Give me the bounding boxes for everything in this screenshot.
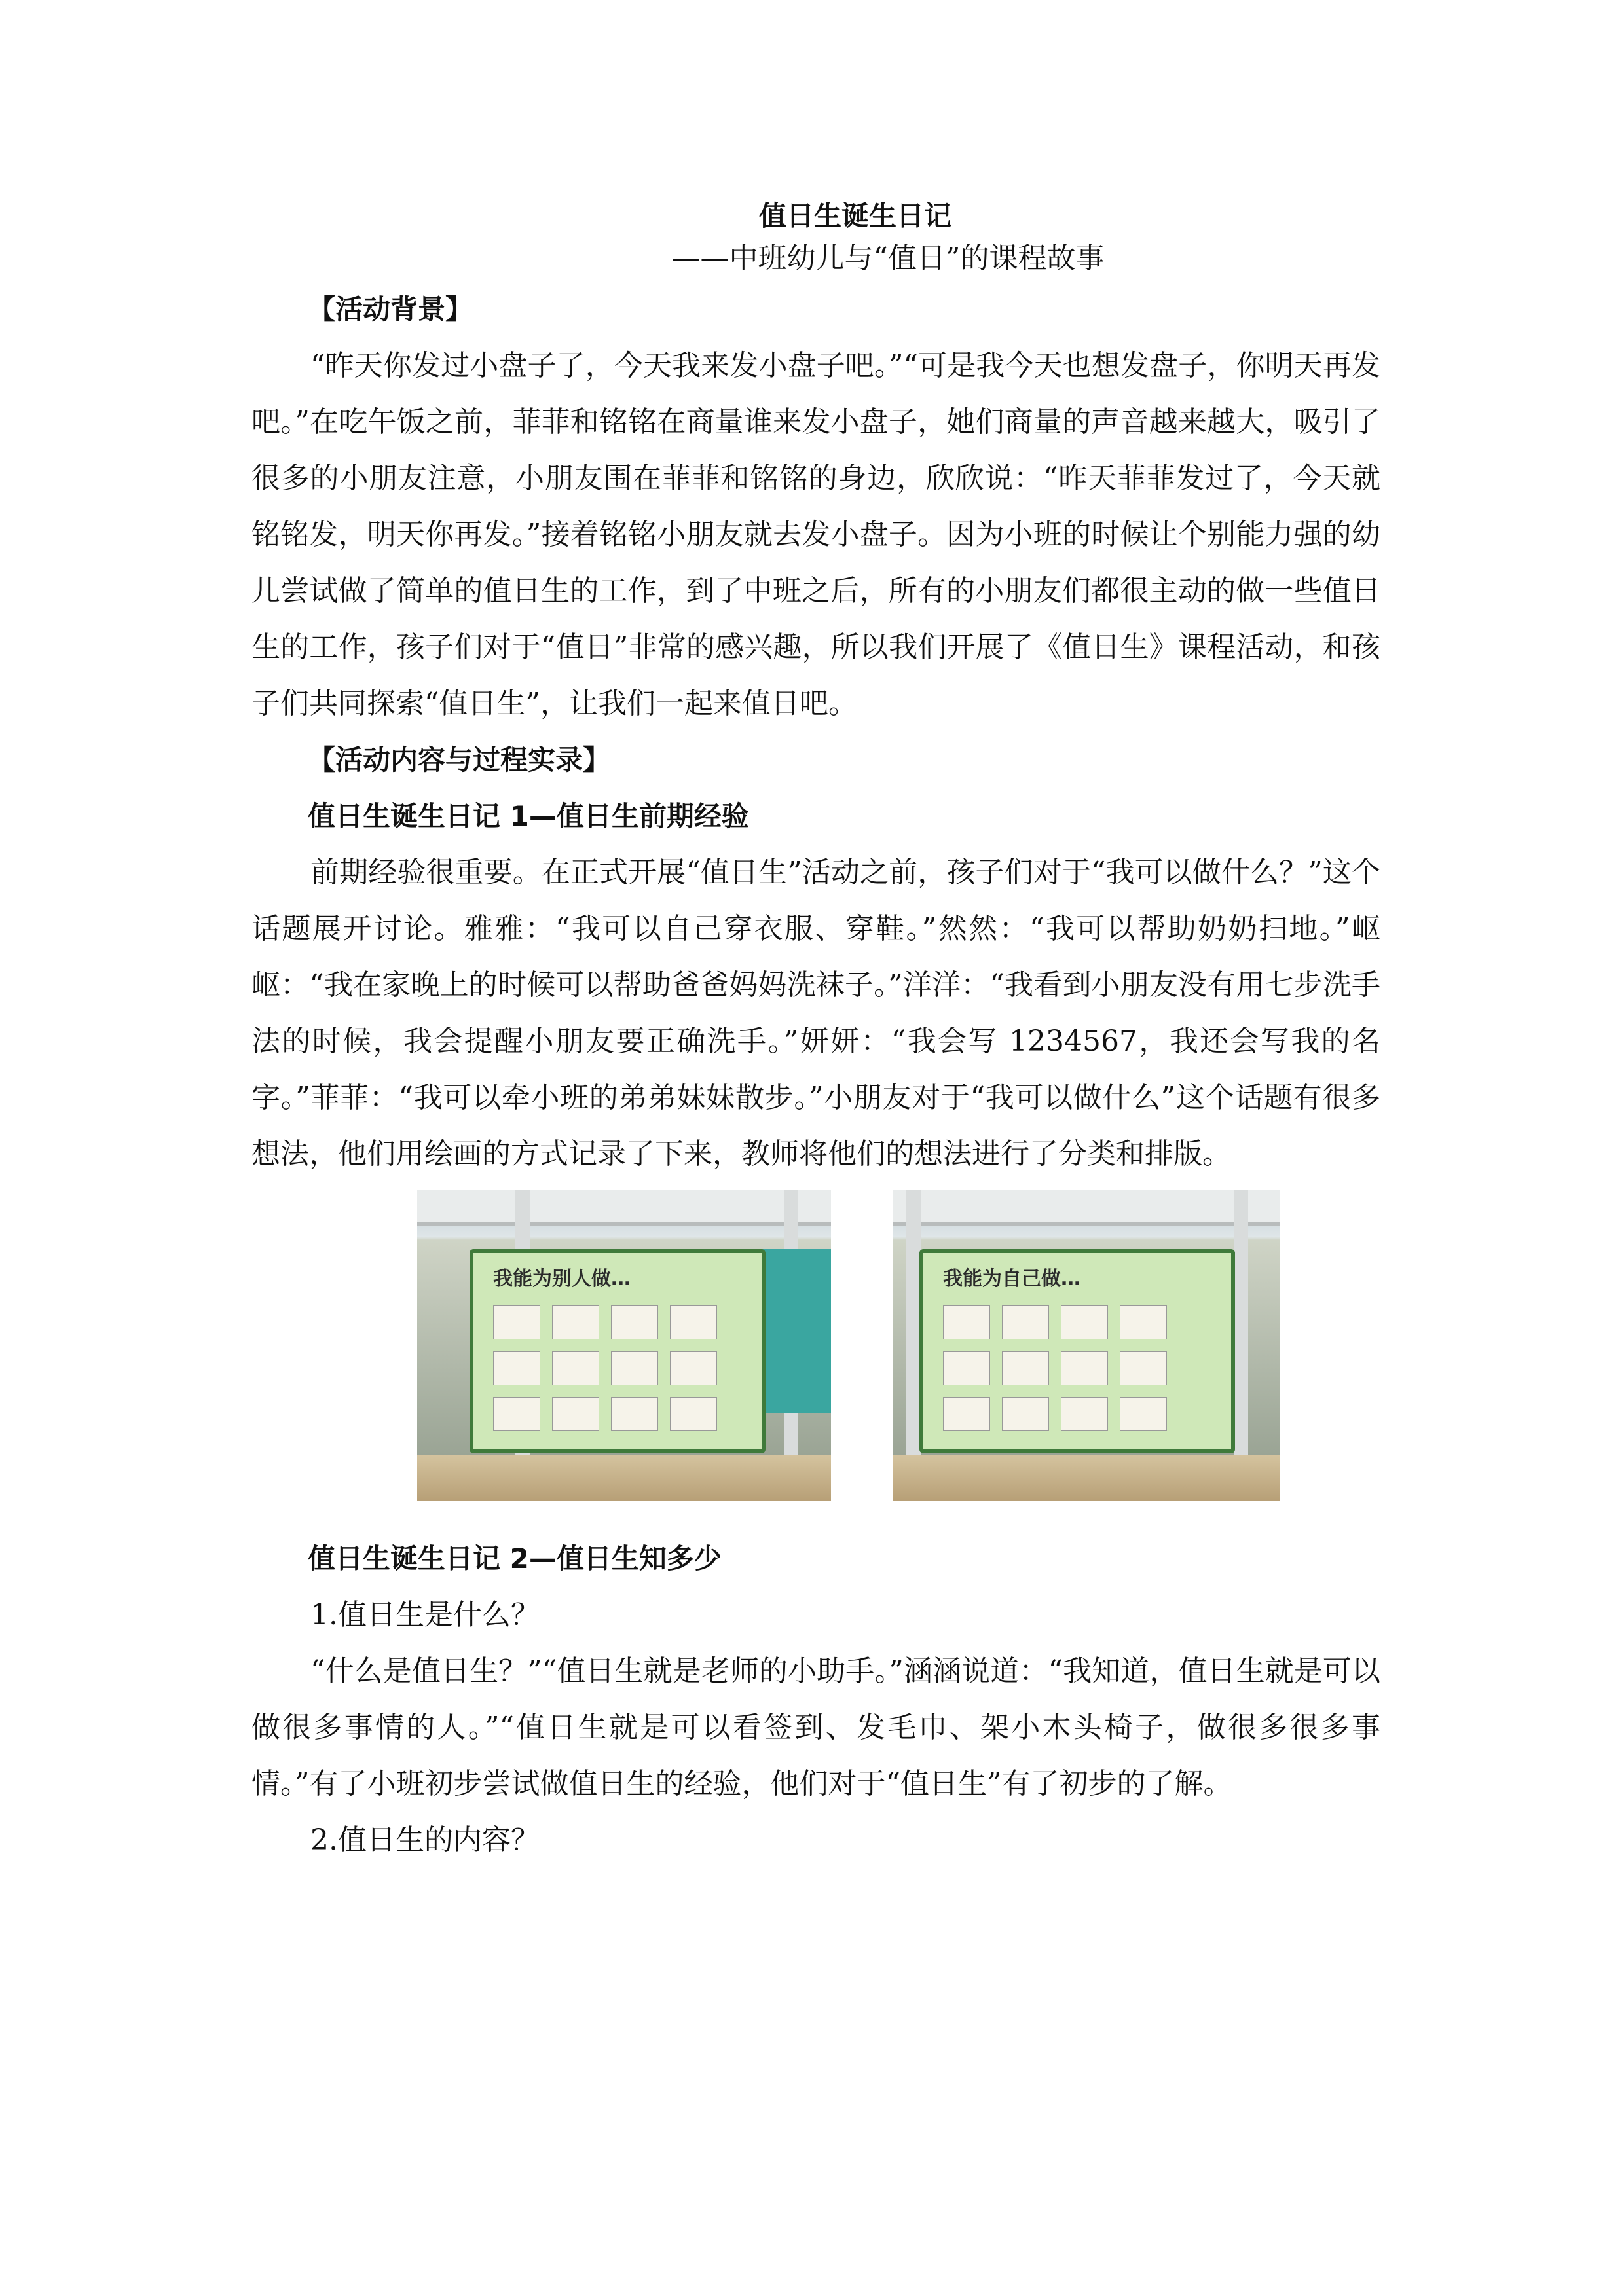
child-drawing	[552, 1351, 599, 1385]
child-drawing	[1002, 1397, 1049, 1431]
child-drawing	[1061, 1305, 1108, 1339]
diary2-question-1: 1.值日生是什么？	[310, 1598, 540, 1631]
child-drawing	[670, 1351, 717, 1385]
child-drawing	[1120, 1351, 1167, 1385]
document-subtitle: ——中班幼儿与“值日”的课程故事	[671, 242, 1105, 275]
child-drawing	[1120, 1397, 1167, 1431]
child-drawing	[1061, 1351, 1108, 1385]
poster-title: 我能为自己做…	[943, 1267, 1080, 1290]
diary1-paragraph: 前期经验很重要。在正式开展“值日生”活动之前，孩子们对于“我可以做什么？”这个话题展开讨论。雅雅：“我可以自己穿衣服、穿鞋。”然然：“我可以帮助奶奶扫地。”岖岖：“我在家晚上的时候可以帮助爸爸妈妈洗袜子。”洋洋：“我看到小朋友没有用七步洗手法的时候，我会提醒小朋友要正确洗手。”妍妍：“我会写 1234567，我还会写我的名字。”菲菲：“我可以牵小班的弟弟妹妹散步。”小朋友对于“我可以做什么”这个话题有很多想法，他们用绘画的方式记录了下来，教师将他们的想法进行了分类和排版。	[251, 856, 1380, 1171]
child-drawing	[943, 1351, 990, 1385]
section-heading-process: 【活动内容与过程实录】	[308, 744, 611, 776]
child-drawing	[493, 1305, 540, 1339]
window-sill	[893, 1455, 1280, 1501]
photo-row	[251, 1190, 1380, 1531]
child-drawing	[1120, 1305, 1167, 1339]
child-drawing	[1002, 1305, 1049, 1339]
child-drawing	[493, 1351, 540, 1385]
window-frame	[417, 1190, 831, 1226]
child-drawing	[943, 1397, 990, 1431]
classroom-poster-photo-left	[417, 1190, 831, 1501]
section-heading-background: 【活动背景】	[308, 293, 473, 325]
child-drawing	[552, 1305, 599, 1339]
window-mullion	[906, 1190, 921, 1501]
child-drawing	[1002, 1351, 1049, 1385]
child-drawing	[1061, 1397, 1108, 1431]
classroom-poster-photo-right	[893, 1190, 1280, 1501]
child-drawing	[670, 1397, 717, 1431]
diary2-heading: 值日生诞生日记 2—值日生知多少	[308, 1542, 722, 1575]
child-drawing	[670, 1305, 717, 1339]
background-paragraph: “昨天你发过小盘子了，今天我来发小盘子吧。”“可是我今天也想发盘子，你明天再发吧。”在吃午饭之前，菲菲和铭铭在商量谁来发小盘子，她们商量的声音越来越大，吸引了很多的小朋友注意，小朋友围在菲菲和铭铭的身边，欣欣说：“昨天菲菲发过了，今天就铭铭发，明天你再发。”接着铭铭小朋友就去发小盘子。因为小班的时候让个别能力强的幼儿尝试做了简单的值日生的工作，到了中班之后，所有的小朋友们都很主动的做一些值日生的工作，孩子们对于“值日”非常的感兴趣，所以我们开展了《值日生》课程活动，和孩子们共同探索“值日生”，让我们一起来值日吧。	[251, 349, 1380, 720]
child-drawing	[611, 1397, 658, 1431]
diary1-heading: 值日生诞生日记 1—值日生前期经验	[308, 800, 749, 832]
child-drawing	[493, 1397, 540, 1431]
child-drawing	[552, 1397, 599, 1431]
poster-title: 我能为别人做…	[493, 1267, 631, 1290]
diary2-paragraph: “什么是值日生？”“值日生就是老师的小助手。”涵涵说道：“我知道，值日生就是可以做很多事情的人。”“值日生就是可以看签到、发毛巾、架小木头椅子，做很多很多事情。”有了小班初步尝试做值日生的经验，他们对于“值日生”有了初步的了解。	[251, 1654, 1380, 1800]
child-drawing	[943, 1305, 990, 1339]
child-drawing	[611, 1305, 658, 1339]
diary2-question-2: 2.值日生的内容？	[310, 1823, 540, 1857]
window-sill	[417, 1455, 831, 1501]
document-title: 值日生诞生日记	[758, 200, 951, 232]
document-page	[251, 196, 1380, 1868]
poster	[470, 1249, 766, 1453]
window-frame	[893, 1190, 1280, 1226]
poster	[919, 1249, 1235, 1453]
child-drawing	[611, 1351, 658, 1385]
window-mullion	[1234, 1190, 1248, 1501]
